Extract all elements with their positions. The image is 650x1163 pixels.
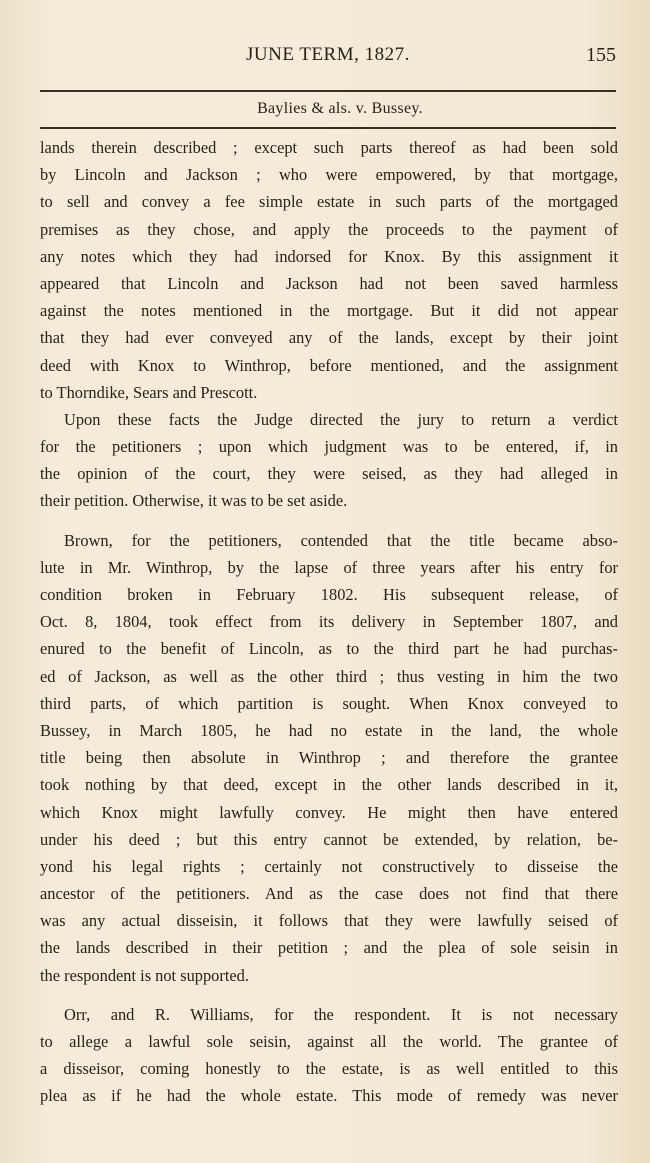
text-line: Bussey, in March 1805, he had no estate in the land, the whole xyxy=(40,720,618,740)
text-line: Upon these facts the Judge directed the jury to return a verdict xyxy=(64,409,618,429)
text-line: appeared that Lincoln and Jackson had not been saved harmless xyxy=(40,273,618,293)
text-line: which Knox might lawfully convey. He might then have entered xyxy=(40,802,618,822)
text-line: to allege a lawful sole seisin, against all the world. The grantee of xyxy=(40,1032,618,1051)
text-line: took nothing by that deed, except in the other lands described in it, xyxy=(40,775,618,795)
paragraph xyxy=(40,134,618,406)
text-line: yond his legal rights ; certainly not constructively to disseise the xyxy=(40,856,618,876)
case-title: Baylies & als. v. Bussey. xyxy=(257,100,423,117)
paragraph xyxy=(40,406,618,515)
text-line: lands therein described ; except such parts thereof as had been sold xyxy=(40,138,618,157)
text-line: that they had ever conveyed any of the lands, except by their joint xyxy=(40,328,618,348)
text-line: the respondent is not supported. xyxy=(40,965,249,985)
text-line: a disseisor, coming honestly to the estate, is as well entitled to this xyxy=(40,1059,618,1079)
running-head-title: JUNE TERM, 1827. xyxy=(246,44,410,65)
text-line: title being then absolute in Winthrop ; and therefore the grantee xyxy=(40,748,618,768)
text-line: deed with Knox to Winthrop, before mentioned, and the assignment xyxy=(40,355,618,375)
text-line: their petition. Otherwise, it was to be set aside. xyxy=(40,491,348,511)
page-number: 155 xyxy=(586,44,616,66)
text-line: to Thorndike, Sears and Prescott. xyxy=(40,382,258,402)
text-line: enured to the benefit of Lincoln, as to the third part he had purchas- xyxy=(40,639,618,659)
text-line: condition broken in February 1802. His subsequent release, of xyxy=(40,585,618,604)
text-line: premises as they chose, and apply the proceeds to the payment of xyxy=(40,219,618,239)
text-line: Oct. 8, 1804, took effect from its delivery in September 1807, and xyxy=(40,612,618,632)
text-line: to sell and convey a fee simple estate in such parts of the mortgaged xyxy=(40,192,618,212)
paragraph-gap xyxy=(40,989,618,1001)
text-line: Orr, and R. Williams, for the respondent. It is not necessary xyxy=(64,1004,618,1024)
text-line: against the notes mentioned in the mortgage. But it did not appear xyxy=(40,301,618,321)
text-line: under his deed ; but this entry cannot be extended, by relation, be- xyxy=(40,829,618,849)
page-body xyxy=(40,134,618,1110)
header-rule-top xyxy=(40,90,616,92)
text-line: Brown, for the petitioners, contended that the title became abso- xyxy=(64,530,618,550)
paragraph xyxy=(40,527,618,989)
text-line: ancestor of the petitioners. And as the case does not find that there xyxy=(40,884,618,904)
text-line: ed of Jackson, as well as the other third ; thus vesting in him the two xyxy=(40,666,618,686)
text-line: for the petitioners ; upon which judgment was to be entered, if, in xyxy=(40,437,618,457)
text-line: was any actual disseisin, it follows that they were lawfully seised of xyxy=(40,911,618,931)
text-line: by Lincoln and Jackson ; who were empowered, by that mortgage, xyxy=(40,165,618,185)
text-line: third parts, of which partition is sought. When Knox conveyed to xyxy=(40,693,618,713)
text-line: lute in Mr. Winthrop, by the lapse of three years after his entry for xyxy=(40,557,618,577)
paragraph-gap xyxy=(40,515,618,527)
paragraph xyxy=(40,1001,618,1110)
text-line: any notes which they had indorsed for Knox. By this assignment it xyxy=(40,246,618,266)
text-line: the opinion of the court, they were seised, as they had alleged in xyxy=(40,464,618,484)
text-line: the lands described in their petition ; and the plea of sole seisin in xyxy=(40,938,618,958)
text-line: plea as if he had the whole estate. This mode of remedy was never xyxy=(40,1086,618,1106)
header-rule-bottom xyxy=(40,127,616,129)
running-head xyxy=(40,44,616,72)
